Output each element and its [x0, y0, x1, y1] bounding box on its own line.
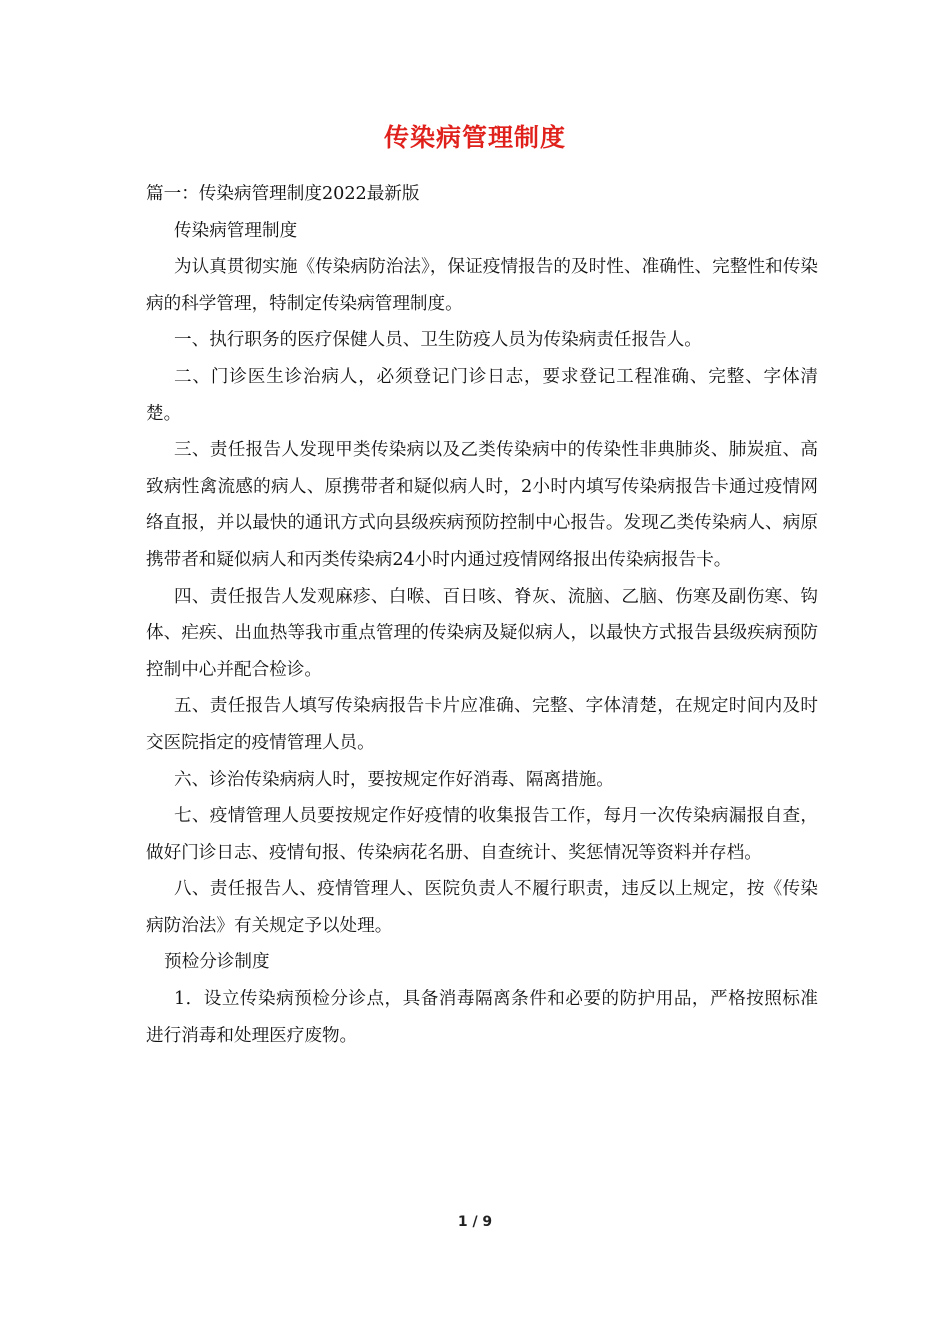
rule-paragraph-4: 四、责任报告人发观麻疹、白喉、百日咳、脊灰、流脑、乙脑、伤寒及副伤寒、钩体、疟疾、出血热等我市重点管理的传染病及疑似病人，以最快方式报告县级疾病预防控制中心并配合检诊。 [146, 586, 818, 680]
triage-heading: 预检分诊制度 [164, 952, 270, 973]
rule-paragraph-7: 七、疫情管理人员要按规定作好疫情的收集报告工作，每月一次传染病漏报自查，做好门诊日志、疫情旬报、传染病花名册、自查统计、奖惩情况等资料并存档。 [146, 806, 818, 863]
intro-paragraph: 为认真贯彻实施《传染病防治法》，保证疫情报告的及时性、准确性、完整性和传染病的科学管理，特制定传染病管理制度。 [146, 257, 818, 314]
rule-paragraph-5: 五、责任报告人填写传染病报告卡片应准确、完整、字体清楚，在规定时间内及时交医院指定的疫情管理人员。 [146, 696, 818, 753]
triage-item-1: 1．设立传染病预检分诊点，具备消毒隔离条件和必要的防护用品，严格按照标准进行消毒和处理医疗废物。 [146, 989, 818, 1046]
rule-paragraph-6: 六、诊治传染病病人时，要按规定作好消毒、隔离措施。 [174, 769, 614, 790]
document-body [146, 176, 818, 1054]
rule-paragraph-2: 二、门诊医生诊治病人，必须登记门诊日志，要求登记工程准确、完整、字体清楚。 [146, 366, 818, 424]
rule-paragraph-8: 八、责任报告人、疫情管理人、医院负责人不履行职责，违反以上规定，按《传染病防治法》有关规定予以处理。 [146, 879, 818, 936]
document-subtitle: 篇一：传染病管理制度2022最新版 [146, 184, 420, 204]
rule-paragraph-1: 一、执行职务的医疗保健人员、卫生防疫人员为传染病责任报告人。 [174, 330, 702, 351]
rule-paragraph-3: 三、责任报告人发现甲类传染病以及乙类传染病中的传染性非典肺炎、肺炭疽、高致病性禽流感的病人、原携带者和疑似病人时，2小时内填写传染病报告卡通过疫情网络直报，并以最快的通讯方式向县级疾病预防控制中心报告。发现乙类传染病人、病原携带者和疑似病人和丙类传染病24小时内通过疫情网络报出传染病报告卡。 [146, 440, 818, 570]
page-indicator: 1 / 9 [457, 1214, 493, 1230]
section-heading: 传染病管理制度 [174, 220, 298, 241]
document-title: 传染病管理制度 [383, 123, 566, 152]
